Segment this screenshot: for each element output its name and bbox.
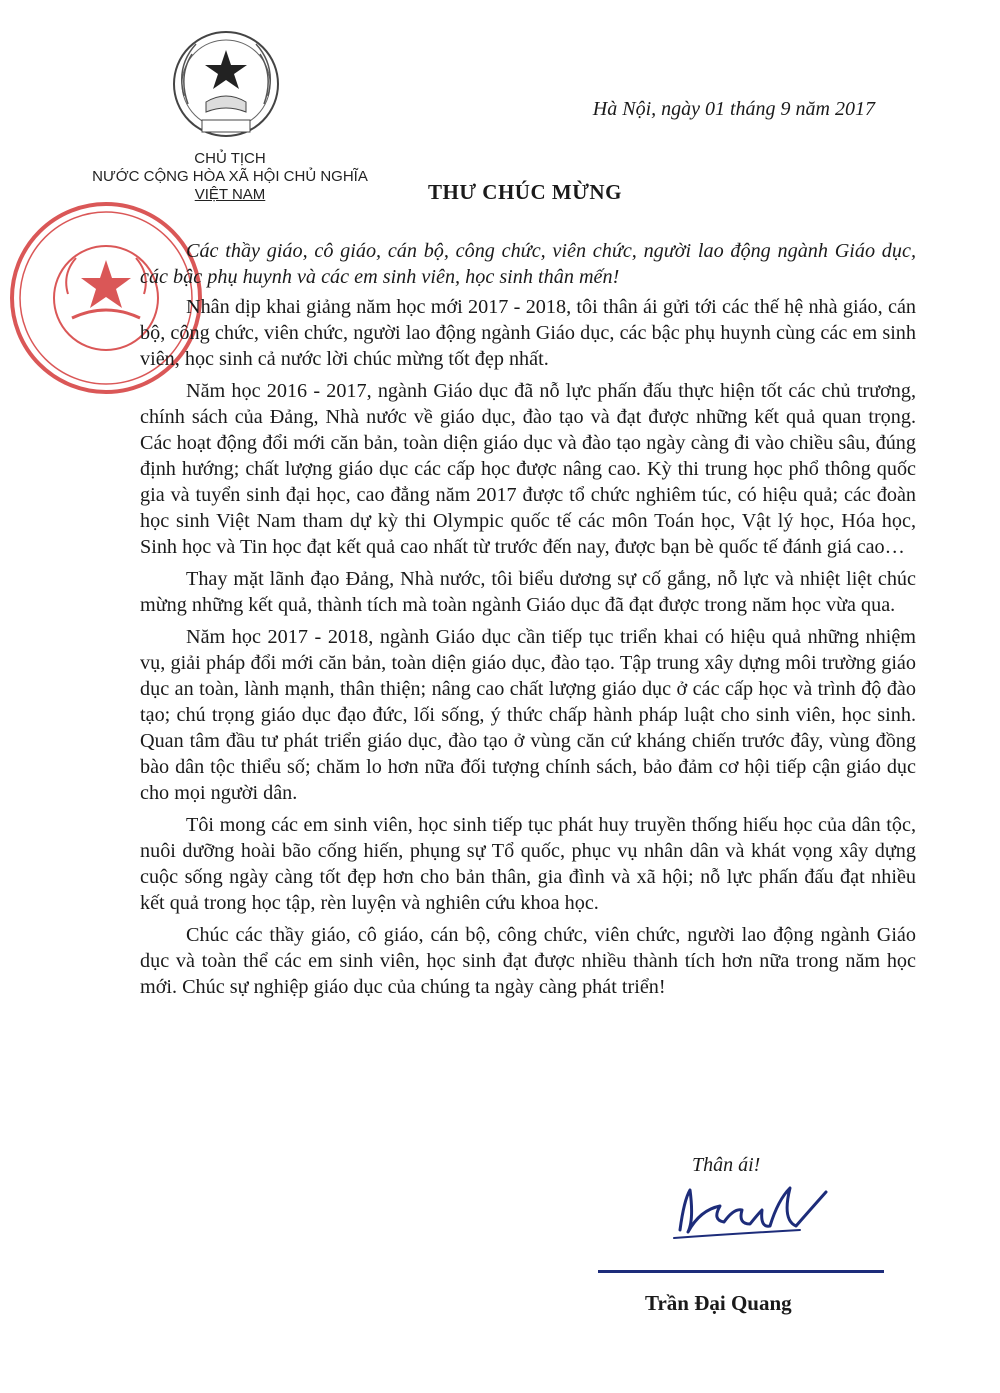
paragraph-2: Năm học 2016 - 2017, ngành Giáo dục đã nỗ lực phấn đấu thực hiện tốt các chủ trương, chính sách của Đảng, Nhà nước về giáo dục, đào tạo và đạt được những kết quả quan trọng. Các hoạt động đổi mới căn bản, toàn diện giáo dục và đào tạo ngày càng đi vào chiều sâu, đúng định hướng; chất lượng giáo dục các cấp học được nâng cao. Kỳ thi trung học phổ thông quốc gia và tuyển sinh đại học, cao đẳng năm 2017 được tổ chức nghiêm túc, có hiệu quả; các đoàn học sinh Việt Nam tham dự kỳ thi Olympic quốc tế các môn Toán học, Vật lý học, Hóa học, Sinh học và Tin học đạt kết quả cao nhất từ trước đến nay, được bạn bè quốc tế đánh giá cao… bbox=[140, 380, 916, 558]
salutation: Các thầy giáo, cô giáo, cán bộ, công chức, viên chức, người lao động ngành Giáo dục, các bậc phụ huynh và các em sinh viên, học sinh thân mến! bbox=[140, 240, 916, 288]
letter-body bbox=[140, 238, 916, 1006]
issuer-country: NƯỚC CỘNG HÒA XÃ HỘI CHỦ NGHĨA bbox=[92, 168, 368, 185]
letter-title: THƯ CHÚC MỪNG bbox=[428, 180, 622, 204]
signature-icon bbox=[650, 1180, 840, 1250]
closing-greeting: Thân ái! bbox=[692, 1154, 761, 1176]
paragraph-5: Tôi mong các em sinh viên, học sinh tiếp tục phát huy truyền thống hiếu học của dân tộc, nuôi dưỡng hoài bão cống hiến, phụng sự Tổ quốc, phục vụ nhân dân và khát vọng xây dựng cuộc sống ngày càng tốt đẹp hơn cho bản thân, gia đình và xã hội; nỗ lực phấn đấu đạt nhiều kết quả trong học tập, rèn luyện và nghiên cứu khoa học. bbox=[140, 814, 916, 914]
paragraph-3: Thay mặt lãnh đạo Đảng, Nhà nước, tôi biểu dương sự cố gắng, nỗ lực và nhiệt liệt chúc mừng những kết quả, thành tích mà toàn ngành Giáo dục đã đạt được trong năm học vừa qua. bbox=[140, 568, 916, 616]
issuer-block bbox=[60, 150, 400, 204]
national-emblem-icon bbox=[166, 26, 286, 146]
letter-date: Hà Nội, ngày 01 tháng 9 năm 2017 bbox=[592, 98, 875, 120]
paragraph-6: Chúc các thầy giáo, cô giáo, cán bộ, công chức, viên chức, người lao động ngành Giáo dục và toàn thể các em sinh viên, học sinh đạt được nhiều thành tích hơn nữa trong năm học mới. Chúc sự nghiệp giáo dục của chúng ta ngày càng phát triển! bbox=[140, 924, 916, 998]
issuer-country-name: VIỆT NAM bbox=[194, 186, 266, 203]
signature-underline bbox=[598, 1270, 884, 1273]
signer-name: Trần Đại Quang bbox=[645, 1291, 792, 1315]
paragraph-4: Năm học 2017 - 2018, ngành Giáo dục cần tiếp tục triển khai có hiệu quả những nhiệm vụ, giải pháp đổi mới căn bản, toàn diện giáo dục, đào tạo. Tập trung xây dựng môi trường giáo dục an toàn, lành mạnh, thân thiện; nâng cao chất lượng giáo dục ở các cấp học và trình độ đào tạo; chú trọng giáo dục đạo đức, lối sống, ý thức chấp hành pháp luật cho sinh viên, học sinh. Quan tâm đầu tư phát triển giáo dục, đào tạo ở vùng căn cứ kháng chiến trước đây, vùng đồng bào dân tộc thiểu số; chăm lo hơn nữa đối tượng chính sách, bảo đảm cơ hội tiếp cận giáo dục cho mọi người dân. bbox=[140, 626, 916, 804]
paragraph-1: Nhân dịp khai giảng năm học mới 2017 - 2018, tôi thân ái gửi tới các thế hệ nhà giáo, cán bộ, công chức, viên chức, người lao động ngành Giáo dục, các bậc phụ huynh cùng các em sinh viên, học sinh cả nước lời chúc mừng tốt đẹp nhất. bbox=[140, 296, 916, 370]
issuer-title: CHỦ TỊCH bbox=[194, 150, 266, 167]
